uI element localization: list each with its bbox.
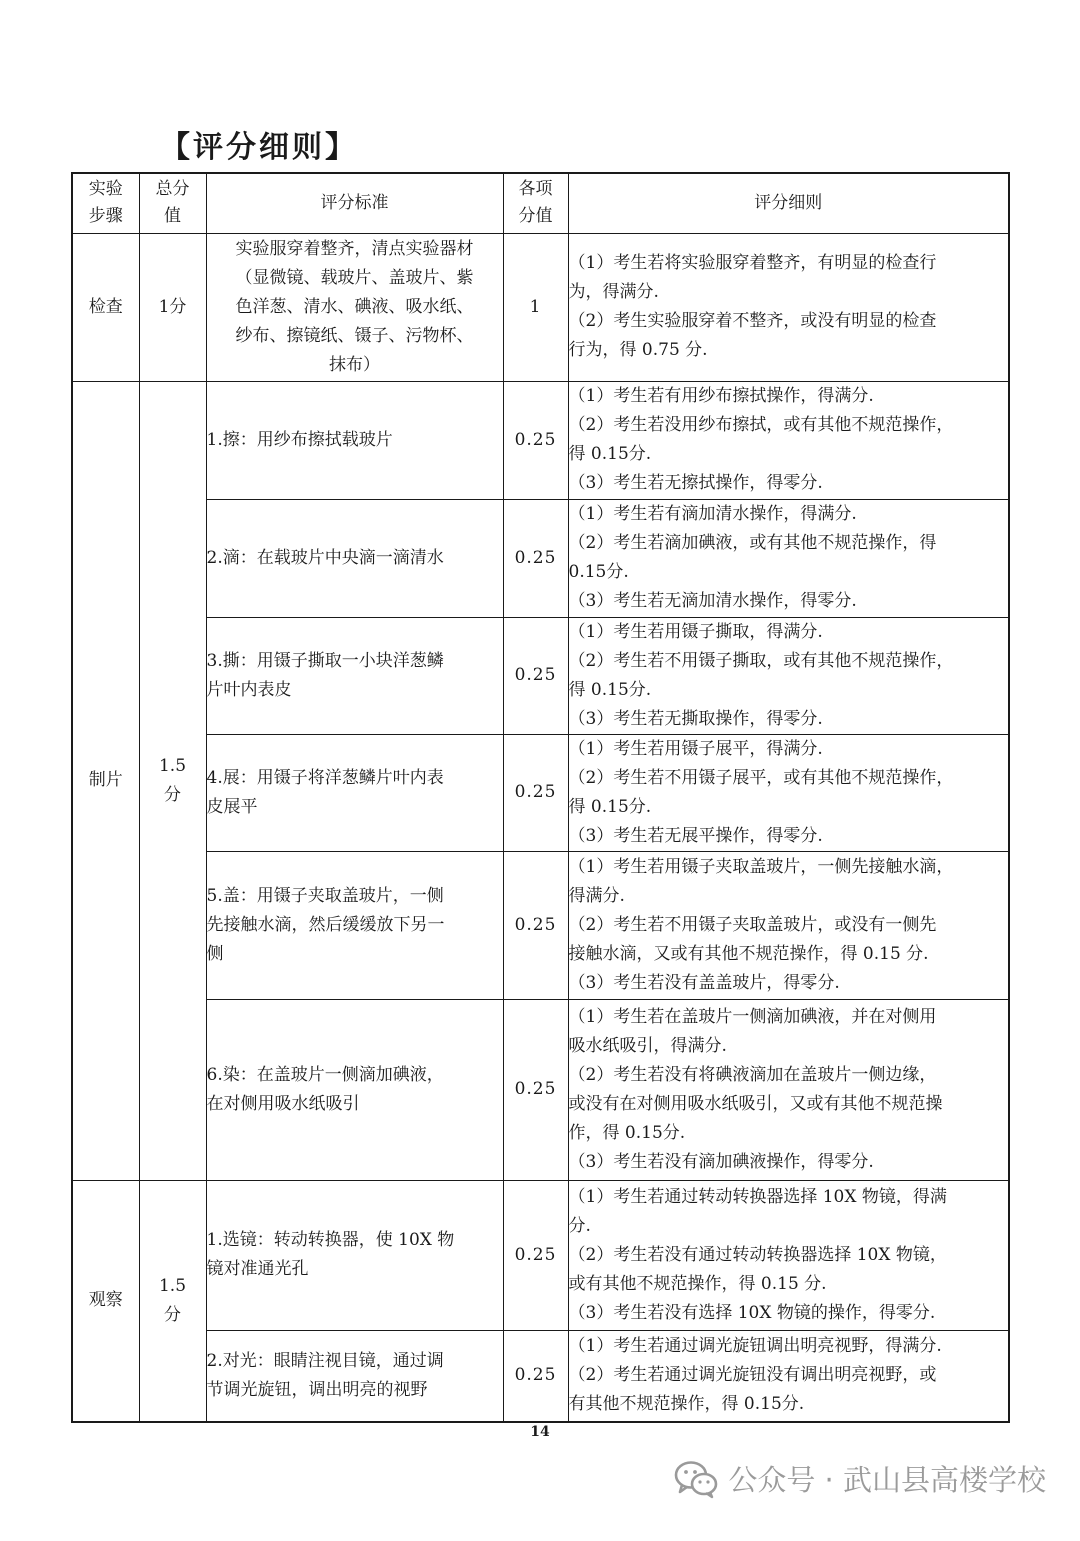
header-criterion: 评分标准	[206, 173, 503, 233]
header-step: 实验 步骤	[72, 173, 139, 233]
table-row	[72, 1180, 1009, 1330]
points-slide-5: 0.25	[503, 851, 568, 999]
page-number: 14	[530, 1424, 550, 1440]
header-total: 总分 值	[139, 173, 206, 233]
details-slide-3: （1）考生若用镊子撕取，得满分. （2）考生若不用镊子撕取，或有其他不规范操作， 得 0.15分. （3）考生若无撕取操作，得零分.	[568, 617, 1009, 734]
table-row	[72, 734, 1009, 851]
header-details: 评分细则	[568, 173, 1009, 233]
details-slide-2: （1）考生若有滴加清水操作，得满分. （2）考生若滴加碘液，或有其他不规范操作，得 0.15分. （3）考生若无滴加清水操作，得零分.	[568, 499, 1009, 617]
details-slide-6: （1）考生若在盖玻片一侧滴加碘液，并在对侧用 吸水纸吸引，得满分. （2）考生若没有将碘液滴加在盖玻片一侧边缘， 或没有在对侧用吸水纸吸引，又或有其他不规范操 作，得 0.15分. （3）考生若没有滴加碘液操作，得零分.	[568, 999, 1009, 1180]
points-observe-1: 0.25	[503, 1180, 568, 1330]
points-check: 1	[503, 233, 568, 381]
details-slide-1: （1）考生若有用纱布擦拭操作，得满分. （2）考生若没用纱布擦拭，或有其他不规范操作， 得 0.15分. （3）考生若无擦拭操作，得零分.	[568, 381, 1009, 499]
page-title: 【评分细则】	[160, 130, 358, 165]
details-slide-5: （1）考生若用镊子夹取盖玻片，一侧先接触水滴， 得满分. （2）考生若不用镊子夹取盖玻片，或没有一侧先 接触水滴，又或有其他不规范操作，得 0.15 分. （3）考生若没有盖盖玻片，得零分.	[568, 851, 1009, 999]
step-check: 检查	[72, 233, 139, 381]
criterion-slide-3: 3.撕：用镊子撕取一小块洋葱鳞 片叶内表皮	[206, 617, 503, 734]
table-row	[72, 999, 1009, 1180]
criterion-slide-2: 2.滴：在载玻片中央滴一滴清水	[206, 499, 503, 617]
criterion-slide-6: 6.染：在盖玻片一侧滴加碘液， 在对侧用吸水纸吸引	[206, 999, 503, 1180]
points-slide-4: 0.25	[503, 734, 568, 851]
criterion-slide-1: 1.擦：用纱布擦拭载玻片	[206, 381, 503, 499]
table-row	[72, 617, 1009, 734]
table-row	[72, 233, 1009, 381]
points-observe-2: 0.25	[503, 1330, 568, 1422]
watermark	[674, 1458, 1046, 1499]
header-points: 各项 分值	[503, 173, 568, 233]
details-slide-4: （1）考生若用镊子展平，得满分. （2）考生若不用镊子展平，或有其他不规范操作， 得 0.15分. （3）考生若无展平操作，得零分.	[568, 734, 1009, 851]
step-observe: 观察	[72, 1180, 139, 1422]
criterion-slide-4: 4.展：用镊子将洋葱鳞片叶内表 皮展平	[206, 734, 503, 851]
details-check: （1）考生若将实验服穿着整齐，有明显的检查行 为，得满分. （2）考生实验服穿着不整齐，或没有明显的检查 行为，得 0.75 分.	[568, 233, 1009, 381]
table-row	[72, 499, 1009, 617]
criterion-observe-1: 1.选镜：转动转换器，使 10X 物 镜对准通光孔	[206, 1180, 503, 1330]
header-row	[72, 173, 1009, 233]
table-row	[72, 381, 1009, 499]
watermark-text: 公众号 · 武山县高楼学校	[728, 1463, 1046, 1497]
points-slide-3: 0.25	[503, 617, 568, 734]
total-observe: 1.5 分	[139, 1180, 206, 1422]
criterion-check: 实验服穿着整齐，清点实验器材 （显微镜、载玻片、盖玻片、紫 色洋葱、清水、碘液、吸水纸、 纱布、擦镜纸、镊子、污物杯、 抹布）	[206, 233, 503, 381]
scoring-table	[71, 172, 1010, 1423]
details-observe-1: （1）考生若通过转动转换器选择 10X 物镜，得满 分. （2）考生若没有通过转动转换器选择 10X 物镜， 或有其他不规范操作，得 0.15 分. （3）考生若没有选择 10X 物镜的操作，得零分.	[568, 1180, 1009, 1330]
criterion-observe-2: 2.对光：眼睛注视目镜，通过调 节调光旋钮，调出明亮的视野	[206, 1330, 503, 1422]
step-slide: 制片	[72, 381, 139, 1180]
points-slide-6: 0.25	[503, 999, 568, 1180]
criterion-slide-5: 5.盖：用镊子夹取盖玻片，一侧 先接触水滴，然后缓缓放下另一 侧	[206, 851, 503, 999]
total-check: 1分	[139, 233, 206, 381]
points-slide-1: 0.25	[503, 381, 568, 499]
wechat-icon	[674, 1459, 718, 1499]
table-row	[72, 851, 1009, 999]
table-row	[72, 1330, 1009, 1422]
points-slide-2: 0.25	[503, 499, 568, 617]
total-slide: 1.5 分	[139, 381, 206, 1180]
details-observe-2: （1）考生若通过调光旋钮调出明亮视野，得满分. （2）考生若通过调光旋钮没有调出明亮视野，或 有其他不规范操作，得 0.15分.	[568, 1330, 1009, 1422]
